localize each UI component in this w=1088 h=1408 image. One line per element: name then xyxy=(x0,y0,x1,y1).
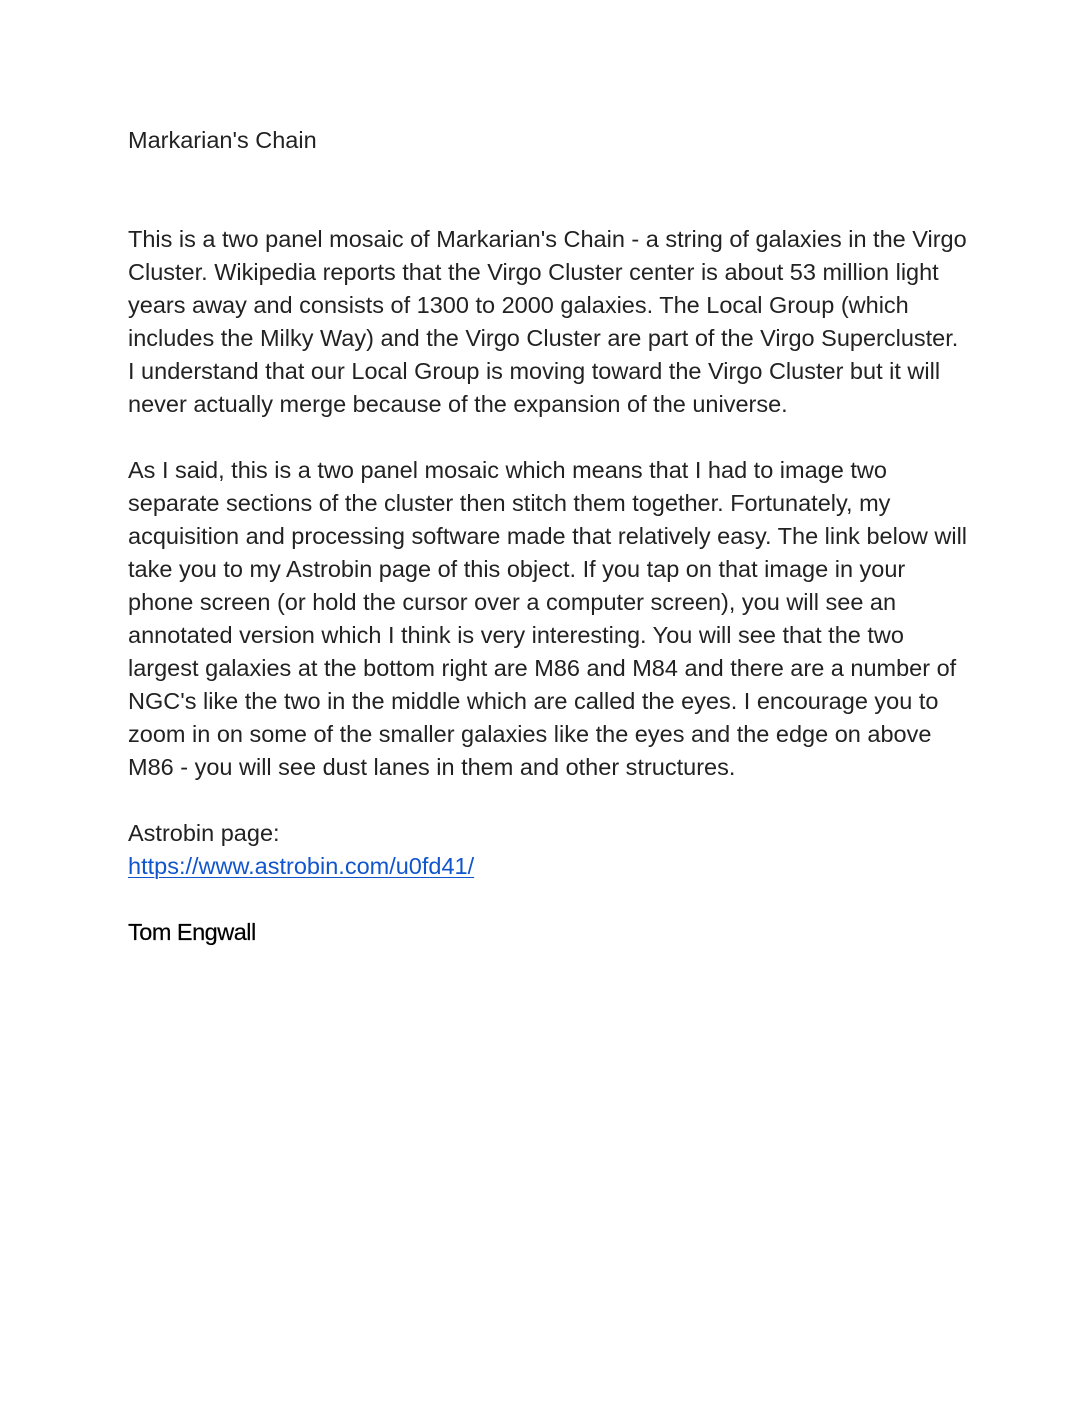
astrobin-link[interactable]: https://www.astrobin.com/u0fd41/ xyxy=(128,853,475,879)
document-body xyxy=(128,124,968,949)
astrobin-section xyxy=(128,817,968,883)
astrobin-label: Astrobin page: xyxy=(128,820,280,846)
paragraph-mosaic: As I said, this is a two panel mosaic which means that I had to image two separate sections of the cluster then stitch them together. Fortunately, my acquisition and processing software made that relatively easy. The link below will take you to my Astrobin page of this object. If you tap on that image in your phone screen (or hold the cursor over a computer screen), you will see an annotated version which I think is very interesting. You will see that the two largest galaxies at the bottom right are M86 and M84 and there are a number of NGC's like the two in the middle which are called the eyes. I encourage you to zoom in on some of the smaller galaxies like the eyes and the edge on above M86 - you will see dust lanes in them and other structures. xyxy=(128,457,968,780)
document-title: Markarian's Chain xyxy=(128,127,317,153)
paragraph-intro: This is a two panel mosaic of Markarian's Chain - a string of galaxies in the Virgo Cluster. Wikipedia reports that the Virgo Cluster center is about 53 million light years away and consists of 1300 to 2000 galaxies. The Local Group (which includes the Milky Way) and the Virgo Cluster are part of the Virgo Supercluster. I understand that our Local Group is moving toward the Virgo Cluster but it will never actually merge because of the expansion of the universe. xyxy=(128,226,967,417)
author-signature: Tom Engwall xyxy=(128,919,256,945)
